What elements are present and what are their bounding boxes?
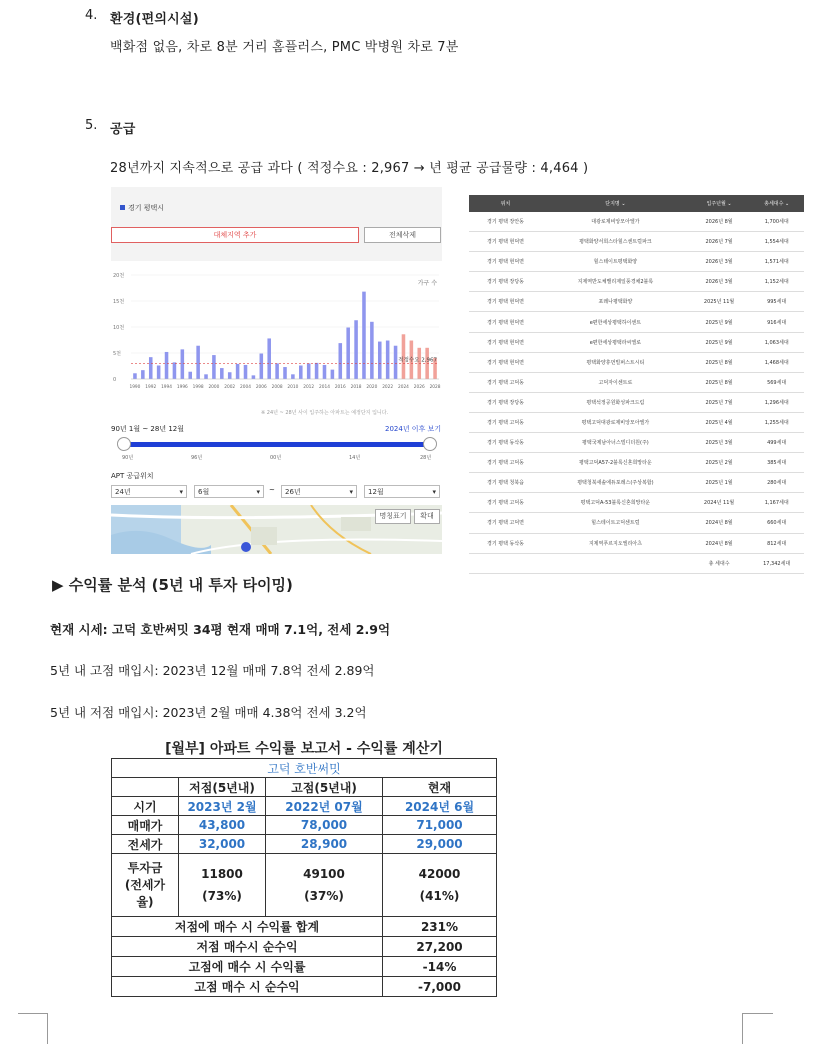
chart-bar bbox=[204, 374, 208, 379]
chart-bar bbox=[323, 365, 327, 379]
supply-table-row bbox=[469, 392, 804, 412]
supply-table-cell: 2024년 8월 bbox=[689, 513, 750, 533]
x-tick-label: 1998 bbox=[192, 385, 204, 390]
report-cell: 42000 (41%) bbox=[383, 854, 497, 917]
supply-table-cell: 2025년 8월 bbox=[689, 372, 750, 392]
x-tick-label: 2022 bbox=[382, 385, 394, 390]
supply-map[interactable] bbox=[111, 505, 442, 554]
supply-table-cell bbox=[469, 553, 542, 573]
supply-table bbox=[469, 195, 804, 574]
chart-bar bbox=[291, 374, 295, 379]
summary-label: 고점 매수 시 순수익 bbox=[112, 977, 383, 997]
summary-value: -14% bbox=[383, 957, 497, 977]
supply-table-cell: 지제역푸르지오엘리아츠 bbox=[542, 533, 689, 553]
supply-table-cell bbox=[542, 553, 689, 573]
y-tick-label: 0 bbox=[113, 377, 117, 383]
x-tick-label: 1994 bbox=[161, 385, 173, 390]
zoom-button[interactable]: 확대 bbox=[414, 509, 440, 524]
supply-table-cell: 평택화양서희스타힐스센트럴파크 bbox=[542, 232, 689, 252]
high-buy-line: 5년 내 고점 매입시: 2023년 12월 매매 7.8억 전세 2.89억 bbox=[50, 663, 375, 678]
chart-bar bbox=[346, 328, 350, 379]
summary-value: 231% bbox=[383, 917, 497, 937]
summary-label: 고점에 매수 시 수익률 bbox=[112, 957, 383, 977]
range-slider-handle-end[interactable] bbox=[423, 437, 437, 451]
supply-table-cell: 경기 평택 현덕면 bbox=[469, 292, 542, 312]
supply-table-row bbox=[469, 553, 804, 573]
supply-table-row bbox=[469, 473, 804, 493]
square-icon bbox=[120, 205, 125, 210]
chart-bar bbox=[283, 367, 287, 379]
section-4-title: 환경(편의시설) bbox=[110, 12, 199, 27]
supply-table-row bbox=[469, 453, 804, 473]
supply-table-header-cell[interactable]: 입주년월 ⌄ bbox=[689, 195, 750, 212]
x-tick-label: 2006 bbox=[255, 385, 267, 390]
supply-table-cell: 812세대 bbox=[749, 533, 804, 553]
supply-table-header-cell: 위치 bbox=[469, 195, 542, 212]
page-corner-mark-right bbox=[742, 1013, 773, 1044]
supply-table-cell: 힐스테이트평택화양 bbox=[542, 252, 689, 272]
x-tick-label: 2026 bbox=[413, 385, 425, 390]
supply-table-cell: 280세대 bbox=[749, 473, 804, 493]
supply-table-row bbox=[469, 212, 804, 232]
supply-table-cell: 지제역반도체밸리제일풍경채2블록 bbox=[542, 272, 689, 292]
chart-note: ※ 24년 ~ 28년 사이 입주하는 아파트는 예정단지 입니다. bbox=[261, 410, 389, 416]
report-cell: 2024년 6월 bbox=[383, 797, 497, 816]
chart-bar bbox=[299, 365, 303, 379]
supply-table-row bbox=[469, 372, 804, 392]
summary-value: 27,200 bbox=[383, 937, 497, 957]
supply-table-cell: 1,468세대 bbox=[749, 352, 804, 372]
report-col-current: 현재 bbox=[383, 778, 497, 797]
chart-bar bbox=[354, 320, 358, 379]
chart-bar bbox=[133, 373, 137, 379]
supply-table-cell: 평택화양휴먼빌퍼스트시티 bbox=[542, 352, 689, 372]
report-row-label: 매매가 bbox=[112, 816, 179, 835]
to-year-value: 26년 bbox=[285, 488, 301, 496]
supply-table-cell: 평택석정공원화성파크드림 bbox=[542, 392, 689, 412]
summary-label: 저점에 매수 시 수익률 합계 bbox=[112, 917, 383, 937]
supply-table-cell: 힐스테이트고덕센트럴 bbox=[542, 513, 689, 533]
report-corner bbox=[112, 778, 179, 797]
x-tick-label: 1990 bbox=[129, 385, 141, 390]
summary-value: -7,000 bbox=[383, 977, 497, 997]
chart-bar bbox=[394, 346, 398, 379]
supply-table-cell: 경기 평택 고덕동 bbox=[469, 372, 542, 392]
supply-table-cell: 995세대 bbox=[749, 292, 804, 312]
report-row-label: 투자금 (전세가 율) bbox=[112, 854, 179, 917]
supply-table-cell: 2025년 8월 bbox=[689, 352, 750, 372]
y-tick-label: 15천 bbox=[113, 299, 125, 305]
supply-bar-chart bbox=[111, 267, 442, 407]
supply-table-cell: 평택청북새솔에듀포레스(주상복합) bbox=[542, 473, 689, 493]
summary-label: 저점 매수시 순수익 bbox=[112, 937, 383, 957]
supply-table-cell: 평택고덕A-53블록신혼희망타운 bbox=[542, 493, 689, 513]
range-separator: ~ bbox=[269, 486, 275, 494]
x-tick-label: 2012 bbox=[303, 385, 315, 390]
supply-table-cell: 2024년 8월 bbox=[689, 533, 750, 553]
supply-table-cell: 경기 평택 장당동 bbox=[469, 392, 542, 412]
chart-bar bbox=[196, 346, 200, 379]
chart-bar bbox=[165, 352, 169, 379]
y-tick-label: 10천 bbox=[113, 325, 125, 331]
supply-table-cell: 경기 평택 장안동 bbox=[469, 212, 542, 232]
supply-table-row bbox=[469, 412, 804, 432]
clear-all-button[interactable]: 전체삭제 bbox=[364, 227, 441, 243]
report-cell: 11800 (73%) bbox=[179, 854, 266, 917]
supply-table-row bbox=[469, 433, 804, 453]
supply-table-row bbox=[469, 252, 804, 272]
supply-table-cell: 2025년 7월 bbox=[689, 392, 750, 412]
supply-table-row bbox=[469, 493, 804, 513]
from-year-select[interactable] bbox=[111, 485, 187, 498]
report-cell: 78,000 bbox=[266, 816, 383, 835]
region-chip bbox=[120, 203, 164, 213]
supply-table-header bbox=[469, 195, 804, 212]
supply-table-cell: 1,255세대 bbox=[749, 412, 804, 432]
supply-table-row bbox=[469, 513, 804, 533]
to-month-value: 12월 bbox=[368, 488, 384, 496]
y-tick-label: 20천 bbox=[113, 273, 125, 279]
report-complex: 고덕 호반써밋 bbox=[112, 759, 497, 778]
supply-table-row bbox=[469, 332, 804, 352]
report-summary-row bbox=[112, 917, 497, 937]
report-row-sale bbox=[112, 816, 497, 835]
report-summary-row bbox=[112, 977, 497, 997]
section-4-number: 4. bbox=[85, 8, 98, 23]
section-4-body: 백화점 없음, 차로 8분 거리 홈플러스, PMC 박병원 차로 7분 bbox=[110, 40, 459, 55]
chart-bar bbox=[188, 372, 192, 379]
supply-table-cell: 2025년 9월 bbox=[689, 312, 750, 332]
range-label: 90년 1월 ~ 28년 12월 bbox=[111, 425, 184, 433]
supply-table-row bbox=[469, 312, 804, 332]
supply-table-cell: 916세대 bbox=[749, 312, 804, 332]
supply-table-header-cell[interactable]: 단지명 ⌄ bbox=[542, 195, 689, 212]
chart-bar bbox=[370, 322, 374, 379]
supply-table-cell: 1,571세대 bbox=[749, 252, 804, 272]
chart-bar bbox=[212, 355, 216, 379]
supply-table-cell: 경기 평택 현덕면 bbox=[469, 312, 542, 332]
supply-table-cell: 1,167세대 bbox=[749, 493, 804, 513]
chart-bar bbox=[157, 365, 161, 379]
supply-table-cell: 2026년 3월 bbox=[689, 272, 750, 292]
report-row-period bbox=[112, 797, 497, 816]
supply-table-cell: 경기 평택 동삭동 bbox=[469, 433, 542, 453]
x-tick-label: 2028 bbox=[429, 385, 441, 390]
supply-table-row bbox=[469, 232, 804, 252]
profit-heading: ▶ 수익률 분석 (5년 내 투자 타이밍) bbox=[52, 576, 293, 594]
current-price-line: 현재 시세: 고덕 호반써밋 34평 현재 매매 7.1억, 전세 2.9억 bbox=[50, 622, 391, 637]
supply-table-cell: 경기 평택 고덕동 bbox=[469, 453, 542, 473]
x-tick-label: 1992 bbox=[145, 385, 157, 390]
report-cell: 2023년 2월 bbox=[179, 797, 266, 816]
supply-table-cell: 1,700세대 bbox=[749, 212, 804, 232]
chart-bar bbox=[236, 364, 240, 379]
chart-bar bbox=[260, 354, 264, 379]
supply-table-cell: 평택국제남아너스빌디더원(주) bbox=[542, 433, 689, 453]
chart-bar bbox=[386, 341, 390, 379]
report-header-row bbox=[112, 778, 497, 797]
supply-table-cell: 평택고덕A57-2블록신혼희망타운 bbox=[542, 453, 689, 473]
slider-tick-3: 14년 bbox=[349, 455, 361, 461]
supply-table-cell: 총 세대수 bbox=[689, 553, 750, 573]
chevron-down-icon: ▾ bbox=[256, 488, 260, 496]
apt-location-label: APT 공급위치 bbox=[111, 472, 154, 480]
supply-table-cell: 17,342세대 bbox=[749, 553, 804, 573]
chart-bar bbox=[220, 368, 224, 379]
slider-tick-4: 28년 bbox=[420, 455, 432, 461]
report-row-jeonse bbox=[112, 835, 497, 854]
supply-table-cell: 2026년 3월 bbox=[689, 252, 750, 272]
report-title: [월부] 아파트 수익률 보고서 - 수익률 계산기 bbox=[112, 738, 497, 759]
x-tick-label: 2014 bbox=[319, 385, 330, 390]
range-slider-handle-start[interactable] bbox=[117, 437, 131, 451]
chart-bar bbox=[244, 365, 248, 379]
page-corner-mark-left bbox=[18, 1013, 48, 1044]
supply-table-cell: 경기 평택 동삭동 bbox=[469, 533, 542, 553]
range-slider-track[interactable] bbox=[123, 442, 431, 447]
x-tick-label: 2024 bbox=[397, 385, 409, 390]
chevron-down-icon: ▾ bbox=[179, 488, 183, 496]
chart-bar bbox=[181, 349, 185, 379]
supply-table-cell: 경기 평택 현덕면 bbox=[469, 352, 542, 372]
y-tick-label: 5천 bbox=[113, 351, 122, 357]
chart-bar bbox=[362, 292, 366, 379]
supply-table-cell: 1,554세대 bbox=[749, 232, 804, 252]
report-row-invest bbox=[112, 854, 497, 917]
supply-table-cell: 660세대 bbox=[749, 513, 804, 533]
report-cell: 28,900 bbox=[266, 835, 383, 854]
report-cell: 71,000 bbox=[383, 816, 497, 835]
section-5-body: 28년까지 지속적으로 공급 과다 ( 적정수요 : 2,967 → 년 평균 공급물량 : 4,464 ) bbox=[110, 161, 589, 176]
from-year-value: 24년 bbox=[115, 488, 131, 496]
to-year-select[interactable] bbox=[281, 485, 357, 498]
supply-table-row bbox=[469, 292, 804, 312]
region-label: 경기 평택시 bbox=[128, 204, 165, 212]
supply-table-cell: e편한세상평택하이센트 bbox=[542, 312, 689, 332]
report-cell: 29,000 bbox=[383, 835, 497, 854]
supply-table-cell: 경기 평택 고덕면 bbox=[469, 513, 542, 533]
report-summary-row bbox=[112, 937, 497, 957]
supply-table-row bbox=[469, 272, 804, 292]
supply-table-cell: 1,296세대 bbox=[749, 392, 804, 412]
slider-tick-1: 96년 bbox=[191, 455, 203, 461]
chart-bar bbox=[315, 363, 319, 379]
supply-table-cell: 경기 평택 현덕면 bbox=[469, 252, 542, 272]
supply-table-cell: 569세대 bbox=[749, 372, 804, 392]
report-cell: 2022년 07월 bbox=[266, 797, 383, 816]
supply-table-cell: 경기 평택 고덕동 bbox=[469, 412, 542, 432]
supply-table-cell: 1,063세대 bbox=[749, 332, 804, 352]
supply-table-header-cell[interactable]: 총세대수 ⌄ bbox=[749, 195, 804, 212]
x-tick-label: 2004 bbox=[240, 385, 251, 390]
from-month-select[interactable] bbox=[194, 485, 264, 498]
after-2024-link[interactable]: 2024년 이후 보기 bbox=[385, 425, 442, 433]
to-month-select[interactable] bbox=[364, 485, 440, 498]
supply-table-row bbox=[469, 352, 804, 372]
x-tick-label: 2020 bbox=[366, 385, 378, 390]
report-row-label: 전세가 bbox=[112, 835, 179, 854]
supply-table-cell: 2025년 2월 bbox=[689, 453, 750, 473]
supply-table-cell: 1,152세대 bbox=[749, 272, 804, 292]
report-cell: 49100 (37%) bbox=[266, 854, 383, 917]
chart-bar bbox=[173, 362, 177, 379]
x-tick-label: 2008 bbox=[271, 385, 283, 390]
low-buy-line: 5년 내 저점 매입시: 2023년 2월 매매 4.38억 전세 3.2억 bbox=[50, 705, 367, 720]
chart-bar bbox=[339, 343, 343, 379]
chart-bar bbox=[149, 357, 153, 379]
threshold-label: 적정수요 2,967 bbox=[398, 357, 437, 364]
supply-table-cell: 2025년 11월 bbox=[689, 292, 750, 312]
chart-bar bbox=[228, 372, 232, 379]
x-tick-label: 2010 bbox=[287, 385, 299, 390]
x-tick-label: 2018 bbox=[350, 385, 362, 390]
report-cell: 43,800 bbox=[179, 816, 266, 835]
supply-table-cell: 2026년 8월 bbox=[689, 212, 750, 232]
x-tick-label: 1996 bbox=[176, 385, 188, 390]
chart-bar bbox=[331, 370, 335, 379]
report-summary-row bbox=[112, 957, 497, 977]
supply-table-cell: 385세대 bbox=[749, 453, 804, 473]
add-region-button[interactable]: 대체지역 추가 bbox=[111, 227, 359, 243]
report-cell: 32,000 bbox=[179, 835, 266, 854]
chart-bar bbox=[252, 375, 256, 379]
slider-tick-2: 00년 bbox=[270, 455, 282, 461]
chart-bar bbox=[378, 342, 382, 379]
supply-table-cell: 평택고덕대광로제비앙모아엘가 bbox=[542, 412, 689, 432]
report-col-low: 저점(5년내) bbox=[179, 778, 266, 797]
supply-table-cell: 2024년 11월 bbox=[689, 493, 750, 513]
profit-report-table bbox=[111, 738, 497, 997]
chart-bar bbox=[275, 363, 279, 379]
from-month-value: 6월 bbox=[198, 488, 210, 496]
label-toggle-button[interactable]: 명칭표기 bbox=[375, 509, 411, 524]
supply-table-cell: 499세대 bbox=[749, 433, 804, 453]
x-tick-label: 2002 bbox=[224, 385, 236, 390]
chevron-down-icon: ▾ bbox=[349, 488, 353, 496]
chart-bar bbox=[267, 338, 271, 379]
chart-bar bbox=[307, 363, 311, 379]
supply-table-cell: 경기 평택 장당동 bbox=[469, 272, 542, 292]
report-row-label: 시기 bbox=[112, 797, 179, 816]
supply-table-cell: 2025년 3월 bbox=[689, 433, 750, 453]
supply-table-cell: 2026년 7월 bbox=[689, 232, 750, 252]
supply-table-cell: 2025년 9월 bbox=[689, 332, 750, 352]
report-col-high: 고점(5년내) bbox=[266, 778, 383, 797]
supply-table-cell: 대광로제비앙모아엘가 bbox=[542, 212, 689, 232]
x-tick-label: 2000 bbox=[208, 385, 220, 390]
slider-tick-0: 90년 bbox=[122, 455, 134, 461]
supply-table-cell: 고덕자이센트로 bbox=[542, 372, 689, 392]
chart-bar bbox=[141, 370, 145, 379]
section-5-number: 5. bbox=[85, 118, 98, 133]
section-5-title: 공급 bbox=[110, 122, 136, 137]
supply-table-cell: 2025년 4월 bbox=[689, 412, 750, 432]
legend-label: 가구 수 bbox=[417, 280, 437, 287]
region-header bbox=[111, 187, 442, 261]
supply-table-cell: 경기 평택 현덕면 bbox=[469, 332, 542, 352]
x-tick-label: 2016 bbox=[334, 385, 346, 390]
supply-table-cell: e편한세상평택라씨엘로 bbox=[542, 332, 689, 352]
supply-table-cell: 경기 평택 고덕동 bbox=[469, 493, 542, 513]
supply-table-cell: 경기 평택 현덕면 bbox=[469, 232, 542, 252]
supply-table-cell: 경기 평택 청북읍 bbox=[469, 473, 542, 493]
supply-table-cell: 2025년 1월 bbox=[689, 473, 750, 493]
supply-chart-panel bbox=[111, 187, 442, 554]
supply-table-cell: 포레나평택화양 bbox=[542, 292, 689, 312]
supply-table-row bbox=[469, 533, 804, 553]
chevron-down-icon: ▾ bbox=[432, 488, 436, 496]
